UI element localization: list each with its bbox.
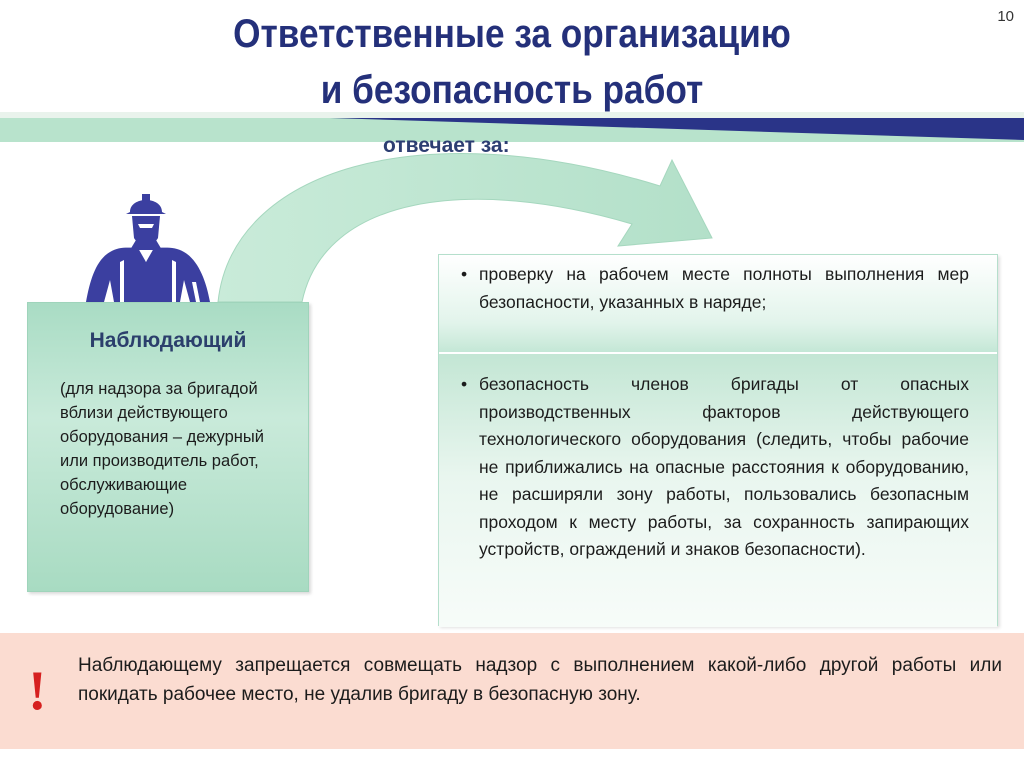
warning-box (0, 633, 1024, 749)
exclamation-icon: ! (28, 660, 47, 722)
responsibility-text: безопасность членов бригады от опасных производственных факторов действующего технологического оборудования (следить, чтобы рабочие не приближались на опасные расстояния к оборудованию, не расширяли зону работы, пользовались безопасным проходом к месту работы, за сохранность запирающих устройств, ограждений и знаков безопасности). (479, 374, 969, 559)
responsibility-item (439, 352, 997, 627)
worker-icon (80, 190, 220, 305)
observer-box (27, 302, 309, 592)
bullet-icon: • (461, 374, 468, 394)
observer-title: Наблюдающий (89, 329, 247, 352)
title-line-1: Ответственные за организацию (233, 12, 791, 56)
responsible-for-label: отвечает за: (383, 134, 510, 157)
observer-description: (для надзора за бригадой вблизи действующего оборудования – дежурный или производитель работ, обслуживающие оборудование) (60, 380, 264, 518)
page-number: 10 (997, 8, 1014, 25)
responsibility-text: проверку на рабочем месте полноты выполнения мер безопасности, указанных в наряде; (479, 264, 969, 312)
responsibility-item (439, 255, 997, 352)
bullet-icon: • (461, 264, 468, 284)
responsibilities-box (438, 254, 998, 626)
title-line-2: и безопасность работ (320, 68, 704, 112)
warning-text: Наблюдающему запрещается совмещать надзор с выполнением какой-либо другой работы или покидать рабочее место, не удалив бригаду в безопасную зону. (78, 655, 1002, 705)
